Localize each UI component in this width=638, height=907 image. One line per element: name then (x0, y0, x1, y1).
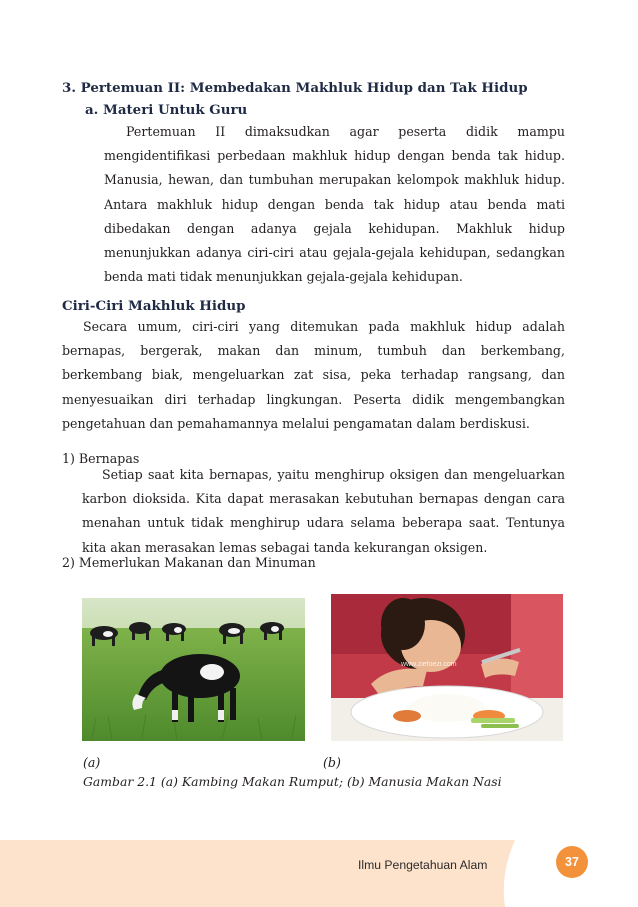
figure-caption: Gambar 2.1 (a) Kambing Makan Rumput; (b) Manusia Makan Nasi (83, 774, 502, 789)
ciri-paragraph: Secara umum, ciri-ciri yang ditemukan pada makhluk hidup adalah bernapas, bergerak, makan dan minum, tumbuh dan berkembang, berkembang biak, mengeluarkan zat sisa, peka terhadap rangsang, dan menyesuaikan diri terhadap lingkungan. Peserta didik mengembangkan pengetahuan dan pemahamannya melalui pengamatan dalam berdiskusi. (62, 319, 565, 431)
figure-label-a: (a) (83, 755, 101, 770)
child-eating-photo (331, 594, 563, 741)
photo-watermark: www.ziefoezi.com (401, 661, 457, 668)
subsection-heading: a. Materi Untuk Guru (85, 102, 248, 118)
ciri-heading: Ciri-Ciri Makhluk Hidup (62, 298, 246, 314)
teacher-material-paragraph: Pertemuan II dimaksudkan agar peserta didik mampu mengidentifikasi perbedaan makhluk hidup dengan benda tak hidup. Manusia, hewan, dan tumbuhan merupakan kelompok makhluk hidup. Antara makhluk hidup dengan benda tak hidup atau benda mati dibedakan dengan adanya gejala kehidupan. Makhluk hidup menunjukkan adanya ciri-ciri atau gejala-gejala kehidupan, sedangkan benda mati tidak menunjukkan gejala-gejala kehidupan. (104, 124, 565, 285)
list-item-makanan-label: 2) Memerlukan Makanan dan Minuman (62, 555, 316, 570)
section-heading: 3. Pertemuan II: Membedakan Makhluk Hidup dan Tak Hidup (62, 80, 528, 96)
list-item-bernapas-label: 1) Bernapas (62, 451, 140, 466)
figure-label-b: (b) (323, 755, 341, 770)
footer-subject: Ilmu Pengetahuan Alam (358, 858, 488, 872)
footer-band (0, 840, 638, 907)
page-number-badge: 37 (556, 846, 588, 878)
list-item-bernapas-text: Setiap saat kita bernapas, yaitu menghirup oksigen dan mengeluarkan karbon dioksida. Kita dapat merasakan kebutuhan bernapas dengan cara menahan untuk tidak menghirup udara selama beberapa saat. Tentunya kita akan merasakan lemas sebagai tanda kekurangan oksigen. (82, 467, 565, 555)
goats-grazing-photo (82, 598, 305, 741)
